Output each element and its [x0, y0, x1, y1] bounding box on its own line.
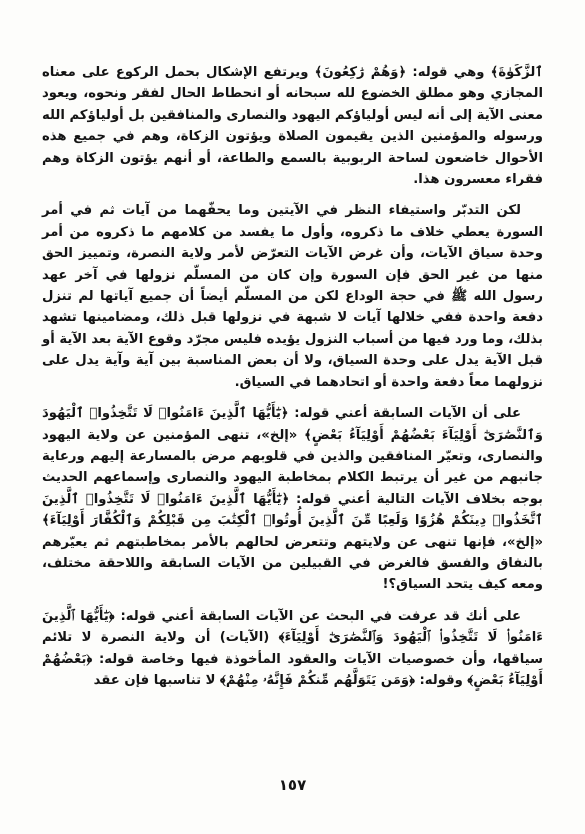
paragraph-4: على أنك قد عرفت في البحث عن الآيات السابقة أعني قوله: ﴿يَٰٓأَيُّهَا ٱلَّذِينَ ءَامَنُوا۟ لَا تَتَّخِذُوا۟ ٱلْيَهُودَ وَٱلنَّصَٰرَىٰٓ أَوْلِيَآءَ﴾ (الآيات) أن ولاية النصرة لا تلائم سياقها، وأن خصوصيات الآيات والعقود المأخوذة فيها وخاصة قوله: ﴿بَعْضُهُمْ أَوْلِيَآءُ بَعْضٍ﴾ وقوله: ﴿وَمَن يَتَوَلَّهُم مِّنكُمْ فَإِنَّهُۥ مِنْهُمْ﴾ لا تناسبها فإن عقد: [42, 608, 543, 688]
paragraph-3: على أن الآيات السابقة أعني قوله: ﴿يَٰٓأَيُّهَا ٱلَّذِينَ ءَامَنُوا۟ لَا تَتَّخِذُوا۟ ٱلْيَهُودَ وَٱلنَّصَٰرَىٰٓ أَوْلِيَآءَ بَعْضُهُمْ أَوْلِيَآءُ بَعْضٍ﴾ «إلخ»، تنهى المؤمنين عن ولاية اليهود والنصارى، وتعيّر المنافقين والذين في قلوبهم مرض بالمسارعة إليهم ورعاية جانبهم من غير أن يرتبط الكلام بمخاطبة اليهود والنصارى وإسماعهم الحديث بوجه بخلاف الآيات التالية أعني قوله: ﴿يَٰٓأَيُّهَا ٱلَّذِينَ ءَامَنُوا۟ لَا تَتَّخِذُوا۟ ٱلَّذِينَ ٱتَّخَذُوا۟ دِينَكُمْ هُزُوًا وَلَعِبًا مِّنَ ٱلَّذِينَ أُوتُوا۟ ٱلْكِتَٰبَ مِن قَبْلِكُمْ وَٱلْكُفَّارَ أَوْلِيَآءَ﴾ «إلخ»، فإنها تنهى عن ولايتهم وتتعرض لحالهم بالأمر بمخاطبتهم ثم يعيّرهم بالنفاق والفسق فالغرض في القبيلين من الآيات السابقة واللاحقة مختلف، ومعه كيف يتحد السياق؟!: [42, 406, 543, 593]
page-body: [42, 62, 543, 794]
page-number: ١٥٧: [278, 776, 307, 794]
paragraph-1: ٱلزَّكَوٰةَ﴾ وهي قوله: ﴿وَهُمْ رَٰكِعُونَ﴾ ويرتفع الإشكال بحمل الركوع على معناه المجازي وهو مطلق الخضوع لله سبحانه أو انحطاط الحال لفقر ونحوه، ويعود معنى الآية إلى أنه ليس أولياؤكم اليهود والنصارى والمنافقين بل أولياؤكم الله ورسوله والمؤمنين الذين يقيمون الصلاة ويؤتون الزكاة، وهم في جميع هذه الأحوال خاضعون لساحة الربوبية بالسمع والطاعة، أو أنهم يؤتون الزكاة وهم فقراء معسرون هذا.: [42, 65, 543, 188]
paragraph-2: لكن التدبّر واستيفاء النظر في الآيتين وما يحفّهما من آيات ثم في أمر السورة يعطي خلاف ما ذكروه، وأول ما يفسد من كلامهم ما ذكروه من أمر وحدة سياق الآيات، وأن غرض الآيات التعرّض لأمر ولاية النصرة، وتمييز الحق منها من غير الحق فإن السورة وإن كان من المسلّم نزولها في آخر عهد رسول الله ﷺ في حجة الوداع لكن من المسلّم أيضاً أن جميع آياتها لم تنزل دفعة واحدة ففي خلالها آيات لا شبهة في نزولها قبل ذلك، ومضامينها تشهد بذلك، وما ورد فيها من أسباب النزول يؤيده فليس مجرّد وقوع الآية بعد الآية أو قبل الآية يدل على وحدة السياق، ولا أن بعض المناسبة بين آية وآية يدل على نزولهما معاً دفعة واحدة أو اتحادهما في السياق.: [42, 203, 543, 390]
